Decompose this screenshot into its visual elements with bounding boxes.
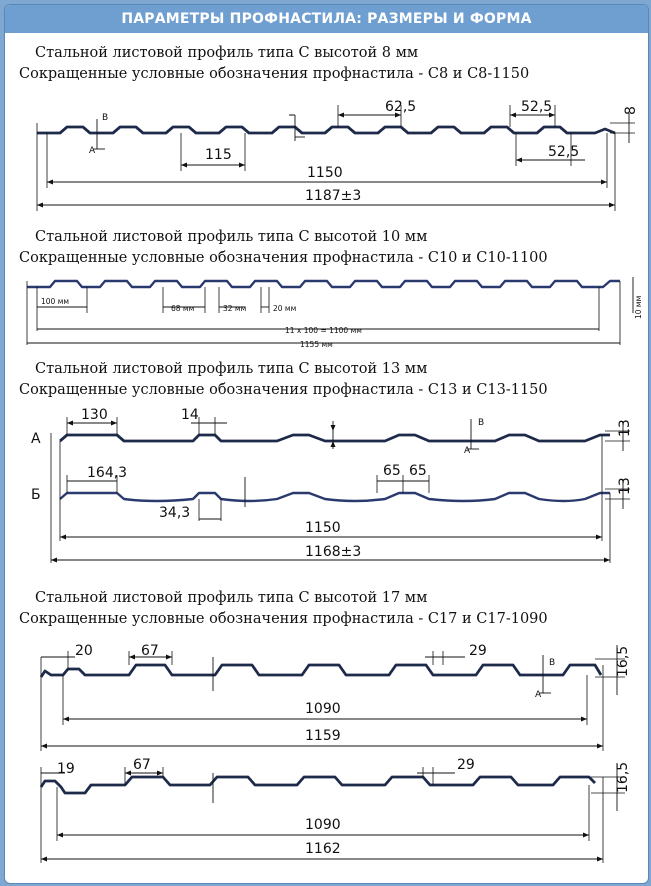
c17-profile-drawing — [5, 635, 648, 875]
c17-dim-67-top: 67 — [141, 643, 159, 659]
c10-dim-1100: 11 x 100 = 1100 мм — [285, 326, 362, 335]
section-c10-title — [5, 227, 548, 269]
c13-profile-drawing — [5, 403, 648, 573]
c17-dim-16-5-top: 16,5 — [615, 645, 631, 677]
c10-dim-10: 10 мм — [634, 295, 643, 319]
c13-dim-65-left: 65 — [383, 463, 401, 479]
c13-dim-65-right: 65 — [409, 463, 427, 479]
c10-dim-100: 100 мм — [41, 297, 70, 306]
c8-dim-1187: 1187±3 — [305, 188, 362, 204]
c8-profile-line — [37, 127, 615, 133]
infographic-frame — [4, 4, 649, 884]
c13-dim-164-3: 164,3 — [87, 465, 128, 481]
c17-label-b: B — [549, 658, 556, 668]
c17-dim-20: 20 — [75, 643, 93, 659]
section-c8-line1: Стальной листовой профиль типа С высотой 8 мм — [35, 45, 419, 61]
c17-profile-2-line — [41, 777, 595, 793]
c10-dim-1155: 1155 мм — [300, 340, 333, 349]
section-c10-line2: Сокращенные условные обозначения профнастила - С10 и С10-1100 — [19, 250, 548, 266]
c8-label-b: B — [102, 113, 109, 123]
c10-profile-drawing — [5, 273, 648, 353]
c13-dim-1150: 1150 — [305, 520, 341, 536]
c8-dim-52-5-top: 52,5 — [521, 99, 553, 115]
section-c17-line2: Сокращенные условные обозначения профнастила - С17 и С17-1090 — [19, 611, 548, 627]
c8-dim-8: 8 — [623, 106, 639, 115]
c17-dim-1090-bottom: 1090 — [305, 817, 341, 833]
c13-dim-13-top: 13 — [617, 419, 633, 437]
page-title: ПАРАМЕТРЫ ПРОФНАСТИЛА: РАЗМЕРЫ И ФОРМА — [5, 5, 648, 33]
c17-dim-29-top: 29 — [469, 643, 487, 659]
c10-dim-20: 20 мм — [273, 304, 297, 313]
c17-dim-67-bottom: 67 — [133, 757, 151, 773]
c8-dim-52-5-bottom: 52,5 — [548, 144, 580, 160]
c13-dim-1168: 1168±3 — [305, 544, 362, 560]
c8-dim-62-5: 62,5 — [385, 99, 417, 115]
c8-label-a: A — [89, 146, 96, 156]
c13-dim-34-3: 34,3 — [159, 505, 191, 521]
c17-profile-1-line — [41, 665, 601, 677]
c17-dim-1162: 1162 — [305, 841, 341, 857]
c17-dim-19: 19 — [57, 761, 75, 777]
c13-row-b-label: Б — [31, 487, 41, 503]
c8-dim-115: 115 — [205, 147, 232, 163]
c17-dim-29-bottom: 29 — [457, 757, 475, 773]
c13-row-a-label: А — [31, 431, 41, 447]
section-c13-title — [5, 359, 548, 401]
c13-profile-b-line — [60, 493, 610, 501]
c13-profile-a-line — [60, 435, 610, 441]
c13-dim-14: 14 — [181, 407, 199, 423]
c8-profile-drawing — [5, 93, 648, 218]
c13-dim-130: 130 — [81, 407, 108, 423]
c8-dim-1150: 1150 — [307, 165, 343, 181]
section-c13-line2: Сокращенные условные обозначения профнастила - С13 и С13-1150 — [19, 382, 548, 398]
c17-label-a: A — [535, 690, 542, 700]
c13-label-b: B — [478, 418, 485, 428]
c17-dim-1090-top: 1090 — [305, 701, 341, 717]
section-c17-title — [5, 588, 548, 630]
section-c8-line2: Сокращенные условные обозначения профнастила - С8 и С8-1150 — [19, 66, 530, 82]
c17-dim-16-5-bottom: 16,5 — [615, 761, 631, 793]
c13-label-a: A — [464, 446, 471, 456]
section-c17-line1: Стальной листовой профиль типа С высотой 17 мм — [35, 590, 428, 606]
c10-dim-32: 32 мм — [223, 304, 247, 313]
section-c8-title — [5, 43, 529, 85]
section-c10-line1: Стальной листовой профиль типа С высотой 10 мм — [35, 229, 428, 245]
c10-dim-68: 68 мм — [171, 304, 195, 313]
c10-profile-line — [27, 281, 620, 287]
c17-dim-1159: 1159 — [305, 728, 341, 744]
c13-dim-13-bottom: 13 — [617, 477, 633, 495]
section-c13-line1: Стальной листовой профиль типа С высотой 13 мм — [35, 361, 428, 377]
